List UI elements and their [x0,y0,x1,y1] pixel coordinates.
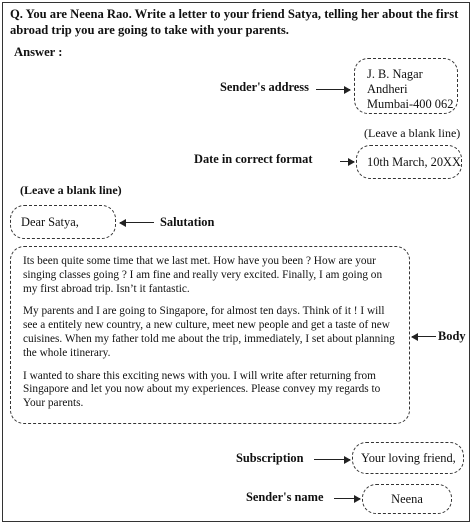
address-line-3: Mumbai-400 062 [367,97,454,111]
senders-name-label: Sender's name [246,490,324,504]
date-value: 10th March, 20XX [367,155,461,169]
senders-name-value: Neena [391,492,423,506]
senders-name-box [362,484,452,514]
salutation-box [10,205,116,239]
body-paragraph-3: I wanted to share this exciting news with you. I will write after returning from Singapore and let you now about my experiences. Please convey my regards to Your parents. [23,369,381,410]
subscription-value: Your loving friend, [361,451,456,465]
body-paragraph-1: Its been quite some time that we last met. How have you been ? How are your singing classes going ? I am fine and really very excited. Finally, I am going on my first abroad trip. Isn’t it fantastic. [23,255,383,295]
body-label: Body [438,329,466,343]
answer-label: Answer : [14,45,63,59]
address-line-2: Andheri [367,82,408,96]
date-arrow-icon [340,161,354,162]
blank-line-note-2: (Leave a blank line) [20,183,122,197]
body-arrow-icon [412,336,436,337]
question-text: Q. You are Neena Rao. Write a letter to your friend Satya, telling her about the first abroad trip you are going to take with your parents. [10,7,459,37]
salutation-label: Salutation [160,215,215,229]
subscription-arrow-icon [314,459,350,460]
subscription-label: Subscription [236,451,304,465]
body-box [10,246,410,424]
senders-address-box [354,58,458,114]
senders-address-arrow-icon [316,89,350,90]
address-line-1: J. B. Nagar [367,67,423,81]
blank-line-note-1: (Leave a blank line) [364,126,461,140]
date-box [356,145,462,179]
senders-name-arrow-icon [334,498,360,499]
salutation-value: Dear Satya, [21,215,79,229]
body-paragraph-2: My parents and I are going to Singapore, for almost ten days. Think of it ! I will see a entitely new country, a new culture, meet new people and get a taste of new cuisines. When my father told me about the trip, immediately, I set about planning the whole itinerary. [23,305,395,359]
senders-address-label: Sender's address [220,80,309,94]
subscription-box [352,442,464,474]
date-label: Date in correct format [194,152,313,166]
salutation-arrow-icon [120,222,154,223]
